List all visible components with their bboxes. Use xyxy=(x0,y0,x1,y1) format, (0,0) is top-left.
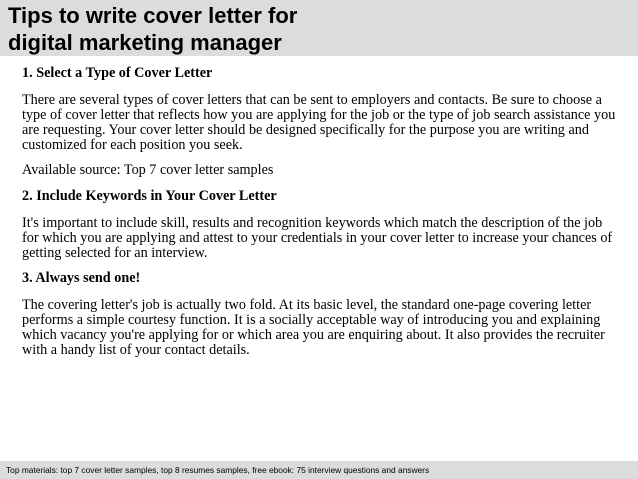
section-heading: 2. Include Keywords in Your Cover Letter xyxy=(22,188,277,204)
section-1 xyxy=(22,66,622,178)
section-3 xyxy=(22,271,622,358)
section-2 xyxy=(22,189,622,261)
content-body xyxy=(22,66,622,368)
title-bar xyxy=(0,0,638,56)
section-heading: 1. Select a Type of Cover Letter xyxy=(22,65,213,81)
footer-text: Top materials: top 7 cover letter samples, top 8 resumes samples, free ebook: 75 interview questions and answers xyxy=(6,465,430,475)
section-paragraph: The covering letter's job is actually two fold. At its basic level, the standard one-page covering letter performs a simple courtesy function. It is a socially acceptable way of introducing you and explaining which vacancy you're applying for or which area you are enquiring about. It also provides the recruiter with a handy list of your contact details. xyxy=(22,297,605,358)
footer-bar xyxy=(0,461,638,479)
section-heading: 3. Always send one! xyxy=(22,270,141,286)
section-paragraph: It's important to include skill, results and recognition keywords which match the description of the job for which you are applying and attest to your credentials in your cover letter to increase your chances of getting selected for an interview. xyxy=(22,215,613,261)
section-paragraph: There are several types of cover letters that can be sent to employers and contacts. Be sure to choose a type of cover letter that reflects how you are applying for the job or the type of job search assistance you are requesting. Your cover letter should be designed specifically for the purpose you are writing and customized for each position you seek. xyxy=(22,92,616,153)
available-source-text: Available source: Top 7 cover letter samples xyxy=(22,162,274,178)
page-title: Tips to write cover letter for digital marketing manager xyxy=(8,3,298,55)
